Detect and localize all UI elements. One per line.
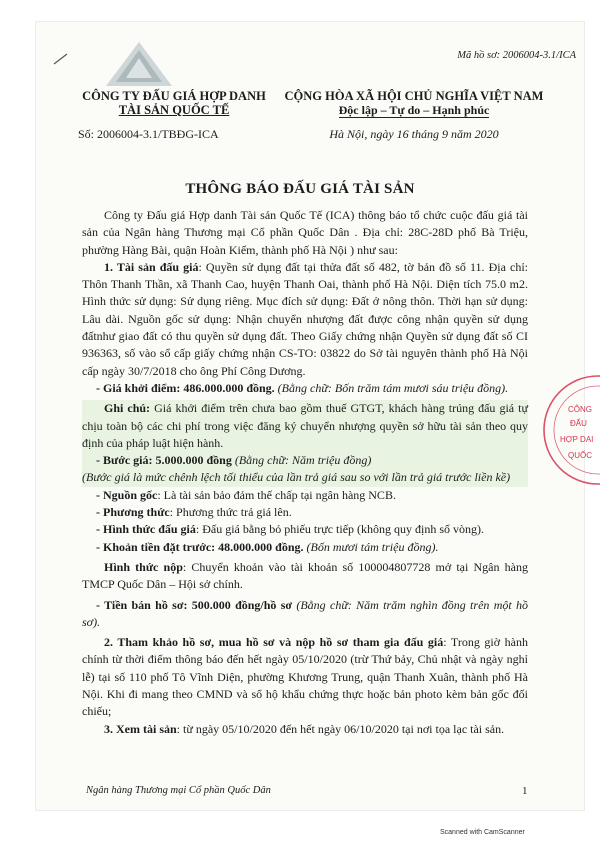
section-1-label: 1. Tài sản đấu giá [104, 259, 199, 274]
company-logo-icon [104, 40, 174, 92]
deposit-words: (Bốn mươi tám triệu đồng). [306, 539, 439, 554]
issuer-name-line1: CÔNG TY ĐẤU GIÁ HỢP DANH [82, 89, 266, 103]
section-1-text: : Quyền sử dụng đất tại thửa đất số 482, tờ bản đồ số 11. Địa chỉ: Thôn Thanh Thần, xã Thanh Cao, huyện Thanh Oai, thành phố Hà Nội. Diện tích 75.0 m2. Hình thức sử dụng: Sử dụng riêng. Mục đích sử dụng: Đất ở nông thôn. Thời hạn sử dụng: Lâu dài. Nguồn gốc sử dụng: Nhận chuyển nhượng đất được công nhận quyền sử dụng đấtnhư giao đất có thu quyền sử dụng đất. Theo Giấy chứng nhận Quyền sử dụng đất số CI 936363, số vào sổ cấp giấy chứng nhận CS-TO: 03822 do Sở tài nguyên thành phố Hà Nội cấp ngày 30/7/2018 cho ông Phí Công Dương. [82, 259, 528, 378]
origin-label: - Nguồn gốc [96, 487, 158, 502]
dossier-fee [82, 597, 528, 632]
deposit-label: - Khoản tiền đặt trước: 48.000.000 đồng. [96, 539, 304, 554]
reference-number: Số: 2006004-3.1/TBĐG-ICA [78, 127, 219, 141]
method-line [82, 504, 528, 521]
note-text: Giá khởi điểm trên chưa bao gồm thuế GTGT, khách hàng trúng đấu giá tự chịu toàn bộ các chi phí trong việc đăng ký chuyển nhượng quyền sở hữu tài sản theo quy định của pháp luật hiện hành. [82, 401, 529, 450]
issue-date: Hà Nội, ngày 16 tháng 9 năm 2020 [329, 127, 499, 141]
method-text: : Phương thức trả giá lên. [169, 505, 292, 520]
bid-step-words: (Bằng chữ: Năm triệu đồng) [234, 453, 372, 468]
bid-step-explanation: (Bước giá là mức chênh lệch tối thiểu của lần trả giá sau so với lần trả giá trước liền kề) [82, 469, 528, 486]
bid-step [82, 452, 528, 469]
start-price-words: (Bằng chữ: Bốn trăm tám mươi sáu triệu đồng). [277, 380, 509, 395]
auction-form-label: - Hình thức đấu giá [96, 522, 196, 537]
note-paragraph [82, 400, 528, 452]
method-label: - Phương thức [96, 505, 170, 520]
deposit-line [82, 539, 528, 556]
national-header [274, 89, 554, 142]
bid-step-label: - Bước giá: 5.000.000 đồng [96, 453, 232, 468]
footer-bank-name: Ngân hàng Thương mại Cổ phần Quốc Dân [86, 785, 271, 796]
payment-label: Hình thức nộp [104, 559, 183, 574]
origin-line [82, 487, 528, 504]
document-code: Mã hồ sơ: 2006004-3.1/ICA [457, 50, 576, 61]
section-2 [82, 634, 528, 720]
national-title: CỘNG HÒA XÃ HỘI CHỦ NGHĨA VIỆT NAM [284, 89, 544, 103]
national-motto: Độc lập – Tự do – Hạnh phúc [338, 103, 490, 117]
intro-paragraph: Công ty Đấu giá Hợp danh Tài sản Quốc Tế (ICA) thông báo tổ chức cuộc đấu giá tài sản của Ngân hàng Thương mại Cổ phần Quốc Dân . Địa chỉ: 28C-28D phố Bà Triệu, phường Hàng Bài, quận Hoàn Kiếm, thành phố Hà Nội ) như sau: [82, 208, 528, 257]
payment-text: : Chuyển khoản vào tài khoản số 100004807728 mở tại Ngân hàng TMCP Quốc Dân – Hội sở chính. [82, 559, 528, 592]
issuer-name-line2: TÀI SẢN QUỐC TẾ [118, 103, 230, 117]
section-3-text: : từ ngày 05/10/2020 đến hết ngày 06/10/2020 tại nơi tọa lạc tài sản. [176, 721, 505, 736]
note-label: Ghi chú: [104, 401, 151, 416]
section-1 [82, 259, 528, 380]
auction-form-line [82, 521, 528, 538]
section-3-label: 3. Xem tài sản [104, 721, 177, 736]
dossier-fee-label: - Tiền bán hồ sơ: 500.000 đồng/hồ sơ [96, 597, 293, 612]
auction-form-text: : Đấu giá bằng bỏ phiếu trực tiếp (không quy định số vòng). [195, 522, 485, 537]
start-price [82, 380, 528, 397]
stamp-text-1: CÔNG [568, 405, 592, 414]
section-2-text: : Trong giờ hành chính từ thời điểm thông báo đến hết ngày 05/10/2020 (trừ Thứ bảy, Chủ nhật và ngày nghỉ lễ) tại số 110 phố Tô Vĩnh Diện, phường Khương Trung, quận Thanh Xuân, thành phố Hà Nội. Khi đi mang theo CMND và sổ hộ khẩu chứng thực hoặc bản photo kèm bản gốc đối chiếu; [82, 635, 528, 719]
scanner-watermark: Scanned with CamScanner [440, 829, 525, 836]
section-2-label: 2. Tham khảo hồ sơ, mua hồ sơ và nộp hồ sơ tham gia đấu giá [104, 635, 444, 650]
issuer-header [76, 89, 272, 142]
pen-mark [52, 52, 70, 66]
section-3 [82, 721, 528, 738]
red-seal-stamp [540, 370, 600, 490]
stamp-text-3: HỢP DAI [560, 435, 594, 444]
stamp-text-2: ĐẤU [570, 419, 587, 428]
stamp-text-4: QUỐC [568, 451, 592, 460]
document-title: THÔNG BÁO ĐẤU GIÁ TÀI SẢN [185, 181, 415, 197]
payment-paragraph [82, 559, 528, 594]
page-number: 1 [522, 785, 528, 797]
start-price-label: - Giá khởi điểm: 486.000.000 đồng. [96, 380, 275, 395]
origin-text: : Là tài sản bảo đảm thế chấp tại ngân hàng NCB. [157, 487, 396, 502]
dossier-fee-words: (Bằng chữ: Năm trăm nghìn đồng trên một hồ sơ). [82, 597, 529, 629]
document-body [82, 207, 528, 738]
